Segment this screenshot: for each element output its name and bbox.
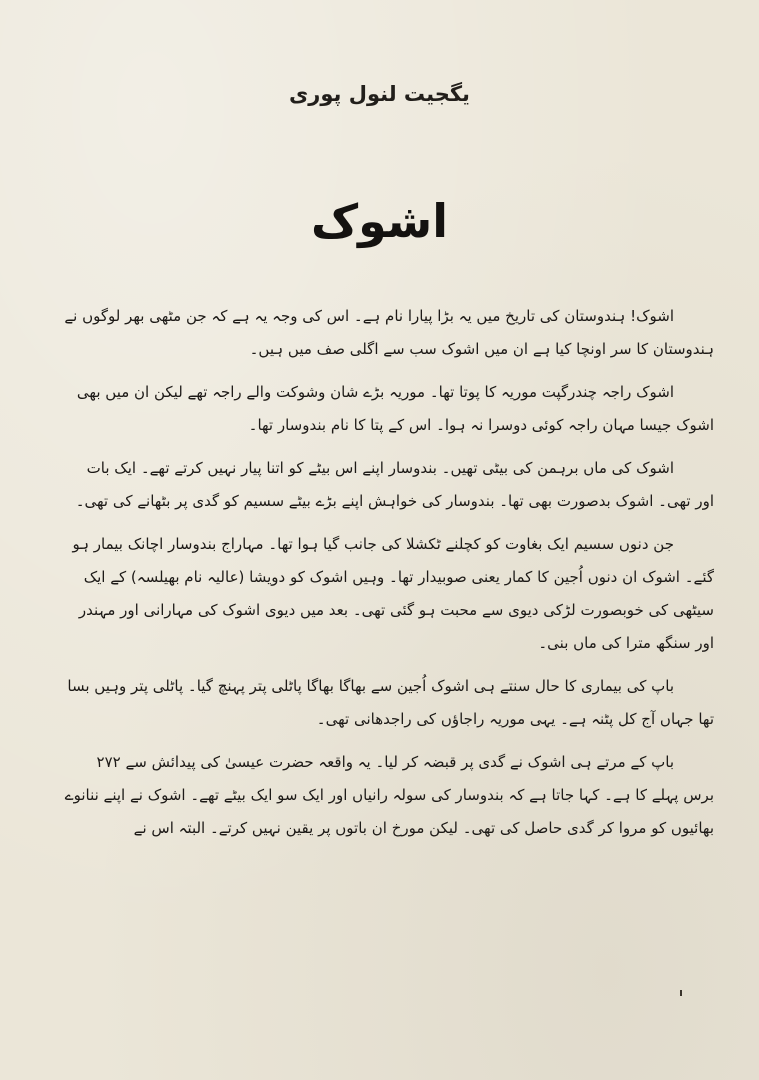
paragraph: باپ کی بیماری کا حال سنتے ہی اشوک اُجین سے بھاگا بھاگا پاٹلی پتر پہنچ گیا۔ پاٹلی پتر وہیں بسا تھا جہاں آج کل پٹنہ ہے۔ یہی موریہ راجاؤں کی راجدھانی تھی۔ — [67, 677, 714, 728]
paragraph: اشوک کی ماں برہمن کی بیٹی تھیں۔ بندوسار اپنے اس بیٹے کو اتنا پیار نہیں کرتے تھے۔ ایک بات اور تھی۔ اشوک بدصورت بھی تھا۔ بندوسار کی خواہش اپنے بڑے بیٹے سسیم کو گدی پر بٹھانے کی تھی۔ — [75, 459, 714, 510]
paragraph: اشوک راجہ چندرگپت موریہ کا پوتا تھا۔ موریہ بڑے شان وشوکت والے راجہ تھے لیکن ان میں بھی اشوک جیسا مہان راجہ کوئی دوسرا نہ ہوا۔ اس کے پتا کا نام بندوسار تھا۔ — [76, 383, 714, 434]
page-mark — [680, 990, 682, 996]
paragraph: اشوک! ہندوستان کی تاریخ میں یہ بڑا پیارا نام ہے۔ اس کی وجہ یہ ہے کہ جن مٹھی بھر لوگوں نے ہندوستان کا سر اونچا کیا ہے ان میں اشوک سب سے اگلی صف میں ہیں۔ — [64, 307, 714, 358]
paragraph: باپ کے مرتے ہی اشوک نے گدی پر قبضہ کر لیا۔ یہ واقعہ حضرت عیسیٰ کی پیدائش سے ۲۷۲ برس پہلے کا ہے۔ کہا جاتا ہے کہ بندوسار کی سولہ رانیاں اور ایک سو ایک بیٹے تھے۔ اشوک نے اپنے ننانوے بھائیوں کو مروا کر گدی حاصل کی تھی۔ لیکن مورخ ان باتوں پر یقین نہیں کرتے۔ البتہ اس نے — [64, 753, 714, 837]
chapter-title: اشوک — [311, 194, 448, 248]
paragraph: جن دنوں سسیم ایک بغاوت کو کچلنے ٹکشلا کی جانب گیا ہوا تھا۔ مہاراج بندوسار اچانک بیمار ہو گئے۔ اشوک ان دنوں اُجین کا کمار یعنی صوبیدار تھا۔ وہیں اشوک کو دویشا (عالیہ نام بھیلسہ) کے ایک سیٹھی کی خوبصورت لڑکی دیوی سے محبت ہو گئی تھی۔ بعد میں دیوی اشوک کی مہارانی اور مہندر اور سنگھ مترا کی ماں بنی۔ — [72, 535, 714, 652]
body-text — [64, 300, 714, 855]
author-name: یگجیت لنول پوری — [289, 82, 470, 106]
